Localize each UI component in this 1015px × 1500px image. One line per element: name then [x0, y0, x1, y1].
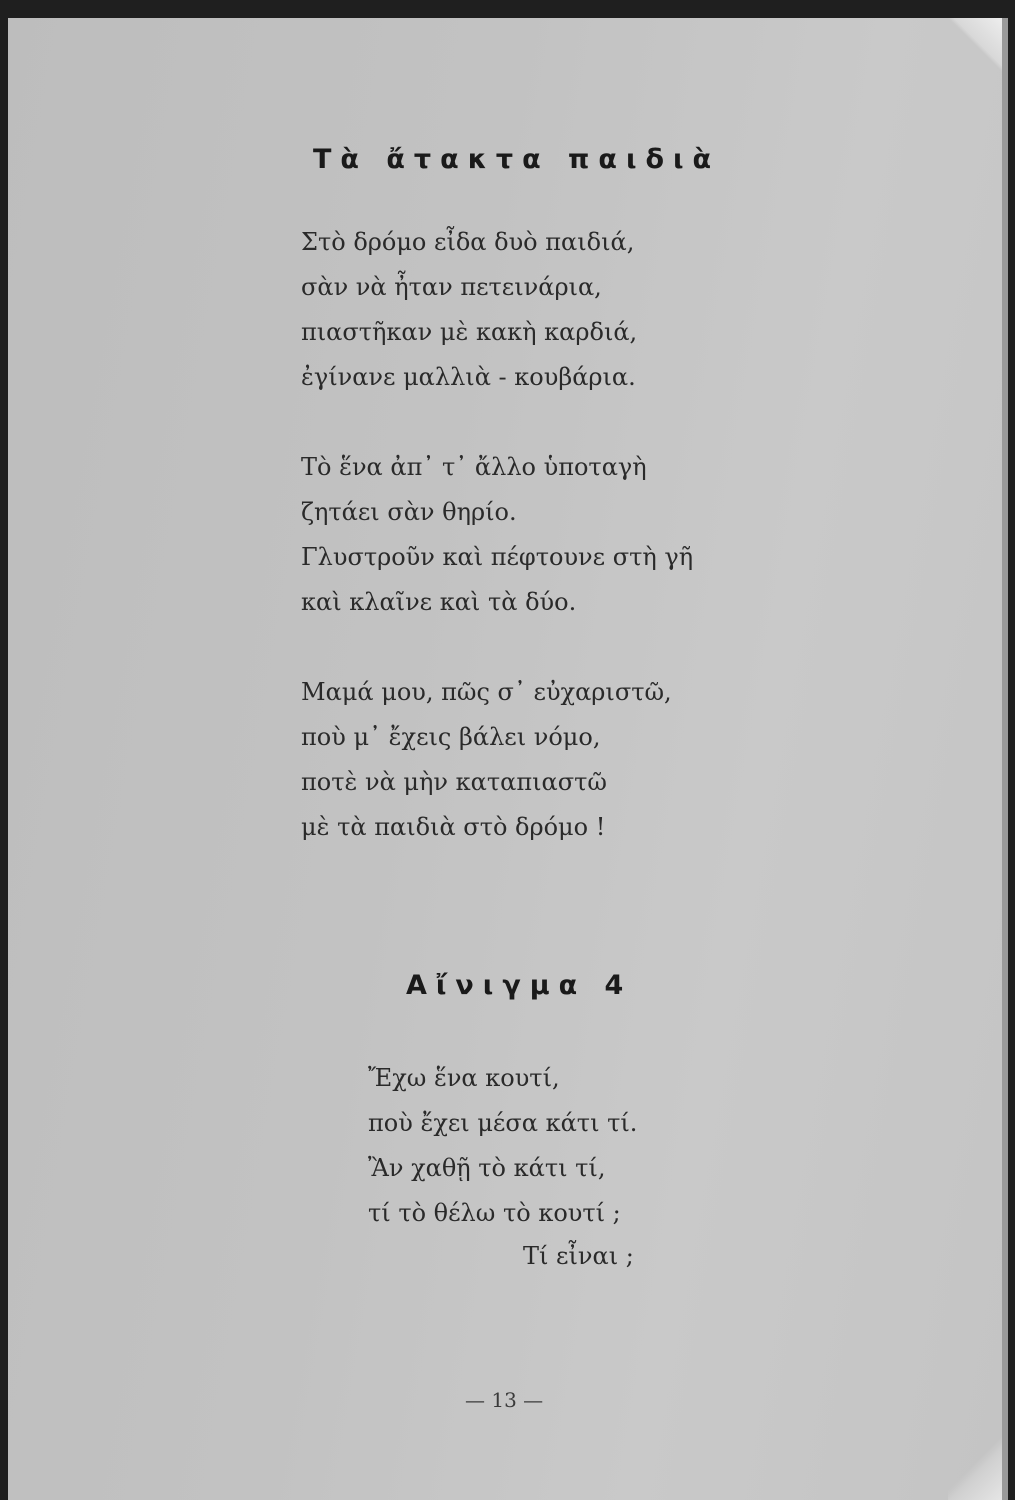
poem1-line: μὲ τὰ παιδιὰ στὸ δρόμο !: [301, 813, 606, 841]
poem1-line: ζητάει σὰν θηρίο.: [301, 498, 517, 526]
page-number: — 13 —: [465, 1388, 544, 1412]
poem2-line: Ἂν χαθῇ τὸ κάτι τί,: [368, 1154, 606, 1182]
page-corner-fold-bottom: [948, 1420, 1008, 1500]
poem1-stanza-2: [301, 445, 693, 625]
poem2-line: τί τὸ θέλω τὸ κουτί ;: [368, 1199, 621, 1227]
poem1-line: ποὺ μ᾽ ἔχεις βάλει νόμο,: [301, 723, 601, 751]
poem2-body: [368, 1056, 637, 1236]
poem1-line: σὰν νὰ ἦταν πετεινάρια,: [301, 273, 602, 301]
poem1-line: καὶ κλαῖνε καὶ τὰ δύο.: [301, 588, 577, 616]
riddle-question: Τί εἶναι ;: [523, 1242, 634, 1270]
poem1-stanza-3: [301, 670, 693, 850]
poem1-line: ἐγίνανε μαλλιὰ - κουβάρια.: [301, 363, 636, 391]
poem1-line: πιαστῆκαν μὲ κακὴ καρδιά,: [301, 318, 638, 346]
page-edge: [1002, 18, 1008, 1500]
poem1-line: ποτὲ νὰ μὴν καταπιαστῶ: [301, 768, 607, 796]
poem1-body: [301, 220, 693, 895]
poem1-stanza-1: [301, 220, 693, 400]
poem1-line: Μαμά μου, πῶς σ᾽ εὐχαριστῶ,: [301, 678, 672, 706]
poem1-line: Τὸ ἕνα ἀπ᾽ τ᾽ ἄλλο ὑποταγὴ: [301, 453, 647, 481]
poem1-title: Τὰ ἄτακτα παιδιὰ: [313, 144, 721, 175]
poem1-line: Στὸ δρόμο εἶδα δυὸ παιδιά,: [301, 228, 635, 256]
poem2-line: ποὺ ἔχει μέσα κάτι τί.: [368, 1109, 638, 1137]
book-page: [8, 18, 1008, 1500]
poem2-title: Αἴνιγμα 4: [406, 970, 633, 1001]
page-corner-fold-top: [948, 18, 1008, 78]
poem2-line: Ἔχω ἕνα κουτί,: [368, 1064, 560, 1092]
poem1-line: Γλυστροῦν καὶ πέφτουνε στὴ γῆ: [301, 543, 694, 571]
